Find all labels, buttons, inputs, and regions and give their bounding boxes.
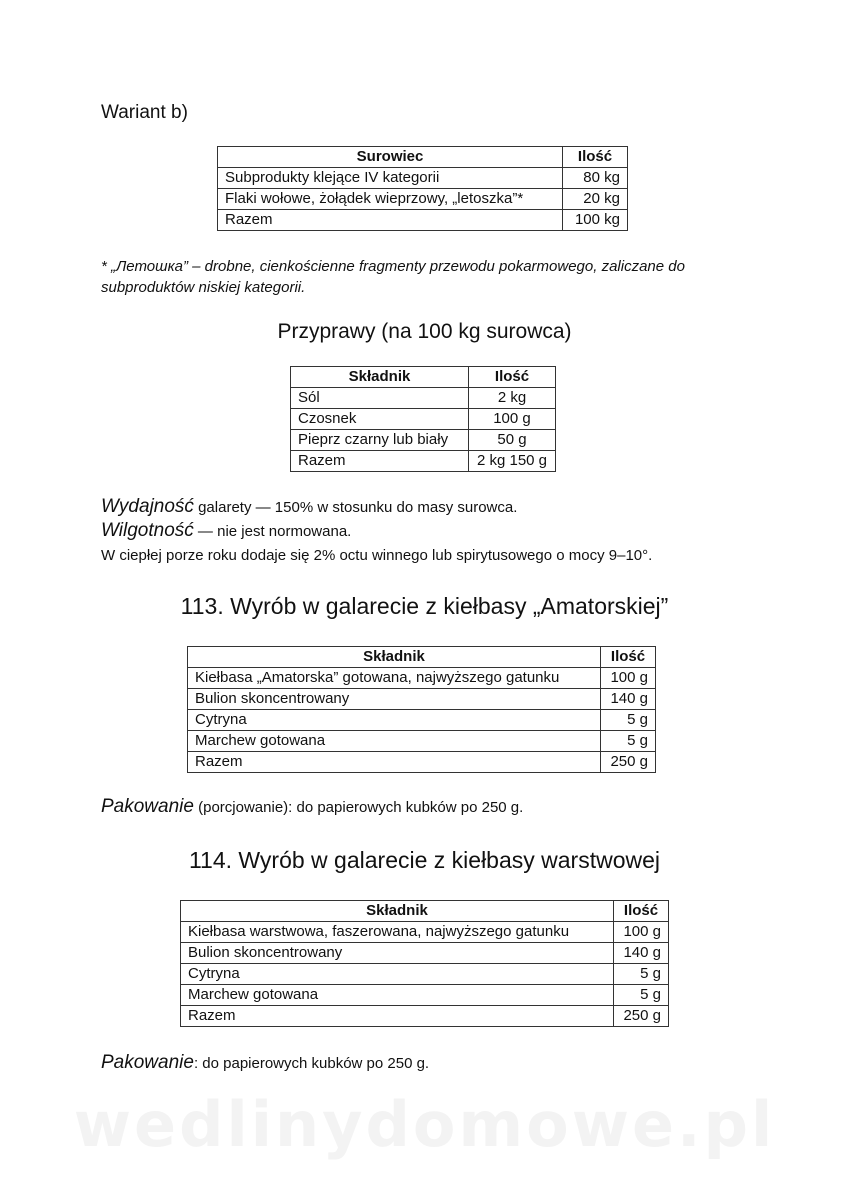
table-row	[181, 943, 669, 964]
table-cell: Subprodukty klejące IV kategorii	[218, 168, 563, 189]
table-header-row	[181, 901, 669, 922]
packing-term: Pakowanie	[101, 796, 194, 817]
table-cell: Cytryna	[188, 710, 601, 731]
section-113-table	[187, 646, 656, 773]
table-cell: 2 kg 150 g	[469, 451, 556, 472]
table-row	[218, 189, 628, 210]
yield-term: Wydajność	[101, 496, 194, 517]
table-row	[181, 964, 669, 985]
column-header: Ilość	[563, 147, 628, 168]
warm-season-note: W ciepłej porze roku dodaje się 2% octu winnego lub spirytusowego o mocy 9–10°.	[101, 547, 653, 564]
watermark: wedlinydomowe.pl	[73, 1088, 776, 1161]
spices-heading: Przyprawy (na 100 kg surowca)	[277, 320, 572, 343]
column-header: Ilość	[601, 647, 656, 668]
table-row	[188, 710, 656, 731]
table-cell: 5 g	[601, 731, 656, 752]
section-114-table	[180, 900, 669, 1027]
table-cell: Razem	[291, 451, 469, 472]
spices-table	[290, 366, 556, 472]
packing-text: (porcjowanie): do papierowych kubków po 250 g.	[193, 799, 524, 816]
table-row	[181, 985, 669, 1006]
column-header: Składnik	[181, 901, 614, 922]
column-header: Ilość	[614, 901, 669, 922]
table-row	[218, 168, 628, 189]
table-row	[291, 388, 556, 409]
table-row	[188, 668, 656, 689]
table-row	[291, 430, 556, 451]
table-cell: Flaki wołowe, żołądek wieprzowy, „letoszka”*	[218, 189, 563, 210]
table-cell: Razem	[188, 752, 601, 773]
table-cell: Bulion skoncentrowany	[181, 943, 614, 964]
table-row	[188, 731, 656, 752]
table-header-row	[291, 367, 556, 388]
table-cell: 100 g	[469, 409, 556, 430]
table-cell: Kiełbasa „Amatorska” gotowana, najwyższego gatunku	[188, 668, 601, 689]
table-row	[181, 922, 669, 943]
variant-heading: Wariant b)	[101, 102, 188, 123]
table-row	[188, 689, 656, 710]
section-114-title: 114. Wyrób w galarecie z kiełbasy warstwowej	[188, 847, 661, 873]
table-cell: 50 g	[469, 430, 556, 451]
table-cell: Kiełbasa warstwowa, faszerowana, najwyższego gatunku	[181, 922, 614, 943]
table-cell: 5 g	[601, 710, 656, 731]
table-cell: 80 kg	[563, 168, 628, 189]
raw-materials-table	[217, 146, 628, 231]
column-header: Surowiec	[218, 147, 563, 168]
table-cell: 100 g	[614, 922, 669, 943]
column-header: Składnik	[291, 367, 469, 388]
table-row	[188, 752, 656, 773]
moisture-term: Wilgotność	[101, 520, 194, 541]
table-cell: 100 kg	[563, 210, 628, 231]
table-header-row	[188, 647, 656, 668]
table-cell: Pieprz czarny lub biały	[291, 430, 469, 451]
packing-term: Pakowanie	[101, 1052, 194, 1073]
column-header: Składnik	[188, 647, 601, 668]
table-cell: 2 kg	[469, 388, 556, 409]
moisture-line	[101, 520, 351, 543]
table-cell: Marchew gotowana	[181, 985, 614, 1006]
column-header: Ilość	[469, 367, 556, 388]
section-113-title: 113. Wyrób w galarecie z kiełbasy „Amatorskiej”	[180, 593, 669, 619]
table-cell: 5 g	[614, 985, 669, 1006]
table-row	[291, 409, 556, 430]
section-114-packing	[101, 1052, 429, 1075]
table-cell: 5 g	[614, 964, 669, 985]
table-row	[291, 451, 556, 472]
table-cell: Razem	[181, 1006, 614, 1027]
moisture-text: — nie jest normowana.	[193, 523, 352, 540]
table-cell: 140 g	[614, 943, 669, 964]
table-row	[218, 210, 628, 231]
footnote: * „Летошка” – drobne, cienkościenne fragmenty przewodu pokarmowego, zaliczane do subproduktów niskiej kategorii.	[101, 258, 685, 296]
table-cell: Bulion skoncentrowany	[188, 689, 601, 710]
table-cell: 20 kg	[563, 189, 628, 210]
section-113-packing	[101, 796, 523, 819]
table-cell: Sól	[291, 388, 469, 409]
table-cell: Cytryna	[181, 964, 614, 985]
table-row	[181, 1006, 669, 1027]
table-cell: 250 g	[614, 1006, 669, 1027]
table-cell: Razem	[218, 210, 563, 231]
table-cell: 250 g	[601, 752, 656, 773]
table-header-row	[218, 147, 628, 168]
table-cell: 100 g	[601, 668, 656, 689]
packing-text: : do papierowych kubków po 250 g.	[193, 1055, 430, 1072]
table-cell: Marchew gotowana	[188, 731, 601, 752]
yield-line	[101, 496, 517, 519]
yield-text: galarety — 150% w stosunku do masy surowca.	[193, 499, 518, 516]
table-cell: Czosnek	[291, 409, 469, 430]
table-cell: 140 g	[601, 689, 656, 710]
